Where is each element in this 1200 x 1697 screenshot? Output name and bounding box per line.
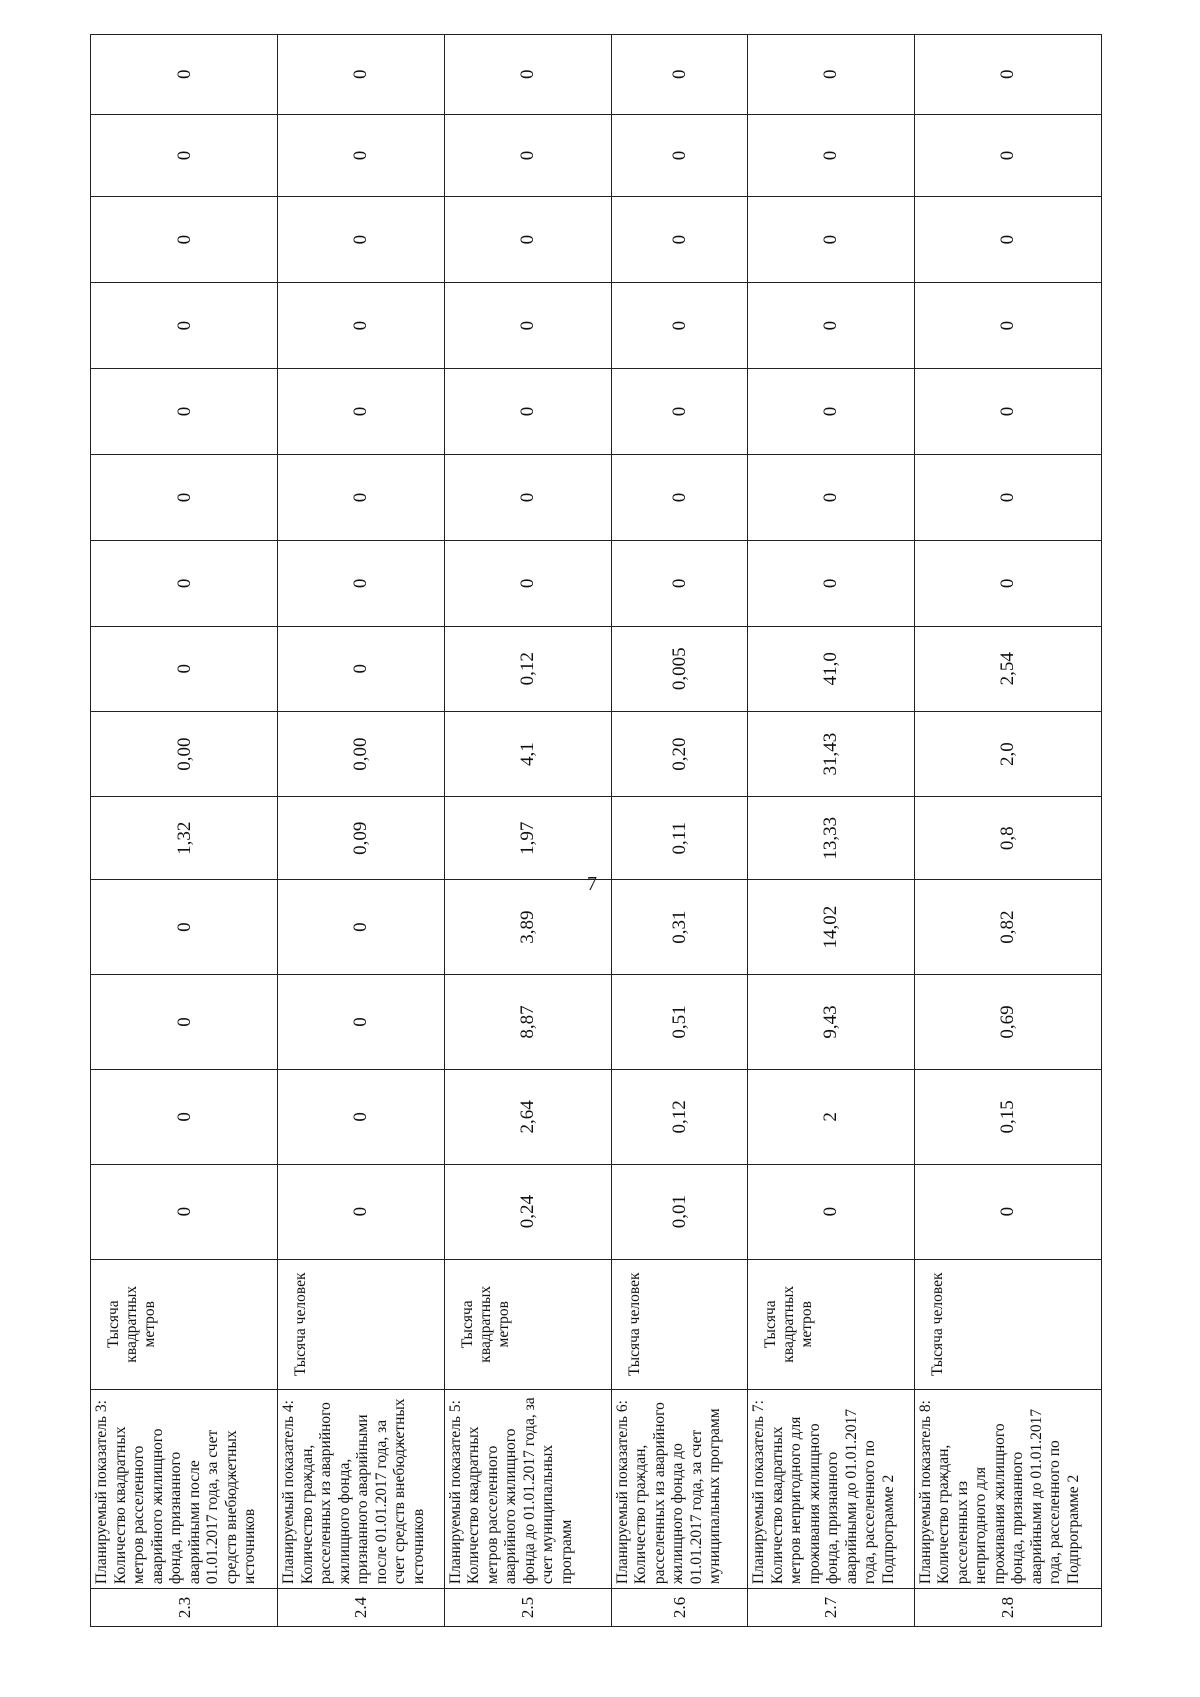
value-cell: 1,97	[444, 797, 611, 880]
row-number-cell: 2.5	[444, 1589, 611, 1627]
indicator-name-cell: Планируемый показатель 6: Количество граждан, расселенных из аварийного жилищного фонда до 01.01.2017 года, за счет муниципальных программ	[611, 1389, 747, 1588]
value-cell: 13,33	[748, 797, 915, 880]
indicator-name-cell: Планируемый показатель 8: Количество граждан, расселенных из непригодного для проживания жилищного фонда, признанного аварийными до 01.01.2017 года, расселенного по Подпрограмме 2	[914, 1389, 1101, 1588]
value-cell: 0	[914, 1164, 1101, 1259]
value-cell: 2,0	[914, 711, 1101, 796]
value-cell: 0	[91, 454, 278, 541]
value-cell: 9,43	[748, 975, 915, 1070]
value-cell: 0	[91, 114, 278, 197]
value-cell: 0	[278, 35, 445, 115]
indicator-name-cell: Планируемый показатель 3: Количество квадратных метров расселенного аварийного жилищного фонда, признанного аварийными после 01.01.2017 года, за счет средств внебюджетных источников	[91, 1389, 278, 1588]
value-cell: 0	[914, 454, 1101, 541]
unit-cell: Тысяча человек	[278, 1259, 445, 1389]
value-cell: 0	[91, 626, 278, 711]
table-row	[278, 35, 445, 1627]
value-cell: 0	[444, 541, 611, 626]
value-cell: 0,20	[611, 711, 747, 796]
value-cell: 0	[748, 114, 915, 197]
table-row	[91, 35, 278, 1627]
row-number-cell: 2.7	[748, 1589, 915, 1627]
value-cell: 0,12	[611, 1069, 747, 1164]
value-cell: 0,005	[611, 626, 747, 711]
value-cell: 41,0	[748, 626, 915, 711]
value-cell: 0,82	[914, 880, 1101, 975]
value-cell: 0	[91, 197, 278, 282]
value-cell: 0,00	[91, 711, 278, 796]
value-cell: 0	[748, 541, 915, 626]
unit-cell: Тысяча квадратных метров	[444, 1259, 611, 1389]
value-cell: 2,54	[914, 626, 1101, 711]
value-cell: 0	[914, 35, 1101, 115]
value-cell: 0	[444, 369, 611, 454]
value-cell: 0	[748, 197, 915, 282]
table-row	[914, 35, 1101, 1627]
value-cell: 0	[914, 541, 1101, 626]
value-cell: 0	[91, 541, 278, 626]
value-cell: 0	[444, 114, 611, 197]
value-cell: 0	[278, 1164, 445, 1259]
table-row	[748, 35, 915, 1627]
value-cell: 0,09	[278, 797, 445, 880]
value-cell: 0	[278, 282, 445, 369]
value-cell: 0	[444, 454, 611, 541]
unit-cell: Тысяча квадратных метров	[748, 1259, 915, 1389]
value-cell: 0	[611, 369, 747, 454]
value-cell: 0	[278, 626, 445, 711]
indicators-table	[90, 34, 1102, 1627]
value-cell: 0	[611, 282, 747, 369]
value-cell: 0	[914, 282, 1101, 369]
value-cell: 0	[91, 880, 278, 975]
value-cell: 0	[611, 454, 747, 541]
value-cell: 0	[748, 35, 915, 115]
unit-cell: Тысяча квадратных метров	[91, 1259, 278, 1389]
value-cell: 0	[748, 454, 915, 541]
value-cell: 0,12	[444, 626, 611, 711]
row-number-cell: 2.8	[914, 1589, 1101, 1627]
value-cell: 0,8	[914, 797, 1101, 880]
value-cell: 0	[278, 880, 445, 975]
value-cell: 2,64	[444, 1069, 611, 1164]
value-cell: 3,89	[444, 880, 611, 975]
indicator-name-cell: Планируемый показатель 7: Количество квадратных метров непригодного для проживания жилищного фонда, признанного аварийными до 01.01.2017 года, расселенного по Подпрограмме 2	[748, 1389, 915, 1588]
row-number-cell: 2.3	[91, 1589, 278, 1627]
value-cell: 0	[278, 369, 445, 454]
value-cell: 0,24	[444, 1164, 611, 1259]
table-row	[611, 35, 747, 1627]
value-cell: 0	[278, 114, 445, 197]
value-cell: 0,15	[914, 1069, 1101, 1164]
value-cell: 0	[611, 197, 747, 282]
value-cell: 0	[444, 282, 611, 369]
value-cell: 0	[914, 197, 1101, 282]
unit-cell: Тысяча человек	[611, 1259, 747, 1389]
row-number-cell: 2.4	[278, 1589, 445, 1627]
page-number: 7	[587, 873, 597, 895]
value-cell: 0	[748, 282, 915, 369]
value-cell: 0,11	[611, 797, 747, 880]
table-row	[444, 35, 611, 1627]
value-cell: 0	[748, 1164, 915, 1259]
value-cell: 14,02	[748, 880, 915, 975]
value-cell: 8,87	[444, 975, 611, 1070]
value-cell: 2	[748, 1069, 915, 1164]
value-cell: 0	[611, 35, 747, 115]
value-cell: 0	[611, 114, 747, 197]
indicator-name-cell: Планируемый показатель 4: Количество граждан, расселенных из аварийного жилищного фонда, признанного аварийными после 01.01.2017 года, за счет средств внебюджетных источников	[278, 1389, 445, 1588]
value-cell: 0	[91, 369, 278, 454]
value-cell: 0	[611, 541, 747, 626]
value-cell: 0	[444, 35, 611, 115]
row-number-cell: 2.6	[611, 1589, 747, 1627]
rotated-table-container	[90, 34, 1102, 1627]
value-cell: 0	[748, 369, 915, 454]
value-cell: 0,00	[278, 711, 445, 796]
value-cell: 0,69	[914, 975, 1101, 1070]
indicator-name-cell: Планируемый показатель 5: Количество квадратных метров расселенного аварийного жилищного фонда до 01.01.2017 года, за счет муниципальных программ	[444, 1389, 611, 1588]
value-cell: 0	[91, 1164, 278, 1259]
table-body	[91, 35, 1102, 1627]
value-cell: 0	[914, 369, 1101, 454]
value-cell: 0	[278, 197, 445, 282]
value-cell: 0	[278, 454, 445, 541]
value-cell: 0	[91, 975, 278, 1070]
value-cell: 0	[444, 197, 611, 282]
value-cell: 0	[278, 975, 445, 1070]
value-cell: 31,43	[748, 711, 915, 796]
value-cell: 0,51	[611, 975, 747, 1070]
unit-cell: Тысяча человек	[914, 1259, 1101, 1389]
value-cell: 4,1	[444, 711, 611, 796]
value-cell: 0	[91, 1069, 278, 1164]
value-cell: 1,32	[91, 797, 278, 880]
value-cell: 0	[91, 35, 278, 115]
value-cell: 0,31	[611, 880, 747, 975]
value-cell: 0	[914, 114, 1101, 197]
value-cell: 0	[91, 282, 278, 369]
value-cell: 0,01	[611, 1164, 747, 1259]
value-cell: 0	[278, 541, 445, 626]
value-cell: 0	[278, 1069, 445, 1164]
